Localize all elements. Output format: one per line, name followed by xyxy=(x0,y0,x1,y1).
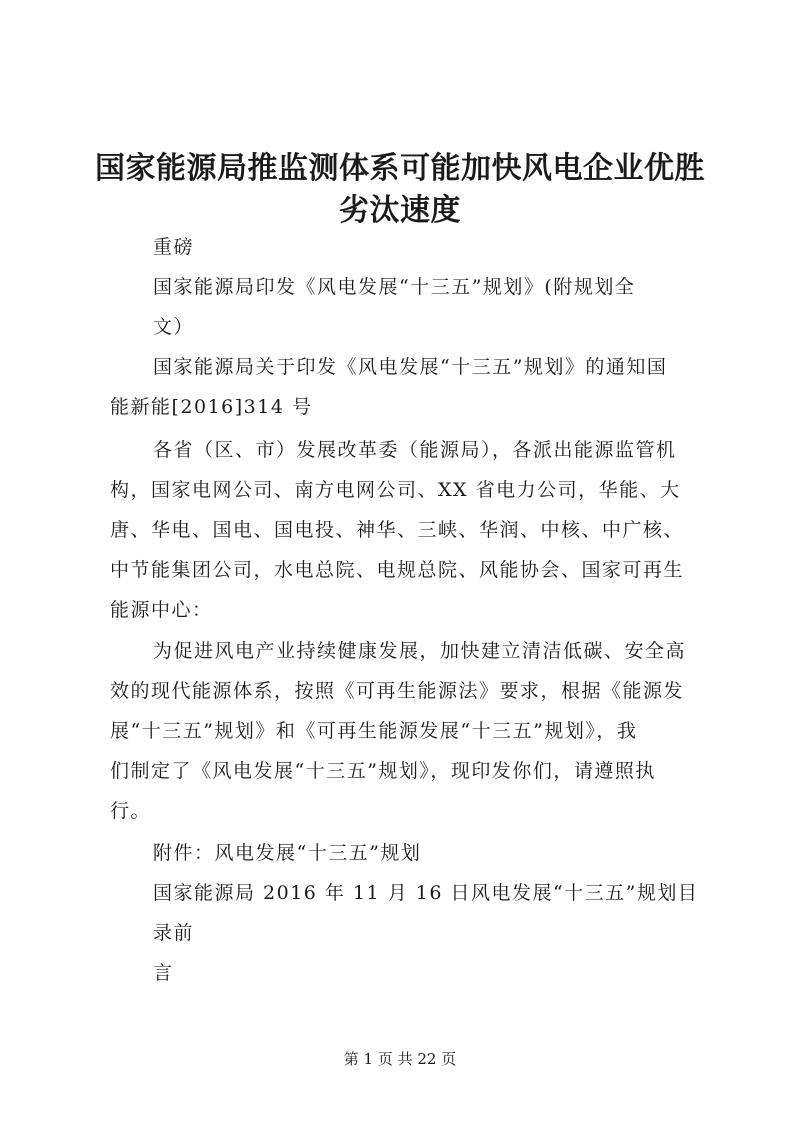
body-line: 能源中心： xyxy=(110,599,213,621)
document-title xyxy=(95,148,705,232)
body-line: 国家能源局印发《风电发展“十三五”规划》(附规划全 xyxy=(153,276,636,298)
body-line: 为促进风电产业持续健康发展，加快建立清洁低碳、安全高 xyxy=(153,640,687,662)
body-line: 言 xyxy=(153,962,174,984)
title-line-1: 国家能源局推监测体系可能加快风电企业优胜 xyxy=(95,151,705,186)
body-line: 构，国家电网公司、南方电网公司、XX 省电力公司，华能、大 xyxy=(110,479,681,501)
body-line: 国家能源局 2016 年 11 月 16 日风电发展“十三五”规划目 xyxy=(153,882,699,904)
body-line: 重磅 xyxy=(153,236,195,258)
body-line: 录前 xyxy=(153,922,195,944)
body-line: 效的现代能源体系，按照《可再生能源法》要求，根据《能源发 xyxy=(110,680,685,702)
body-line: 中节能集团公司，水电总院、电规总院、风能协会、国家可再生 xyxy=(110,559,685,581)
body-line: 附件：风电发展“十三五”规划 xyxy=(153,842,422,864)
body-line: 们制定了《风电发展“十三五”规划》，现印发你们，请遵照执 xyxy=(110,760,656,782)
body-line: 唐、华电、国电、国电投、神华、三峡、华润、中核、中广核、 xyxy=(110,519,685,541)
page-number-footer: 第 1 页 共 22 页 xyxy=(343,1050,457,1068)
body-line: 文） xyxy=(153,316,195,338)
title-line-2: 劣汰速度 xyxy=(339,193,461,228)
body-line: 能新能[2016]314 号 xyxy=(110,396,313,418)
body-line: 展“十三五”规划》和《可再生能源发展“十三五”规划》，我 xyxy=(110,720,638,742)
body-line: 行。 xyxy=(110,800,152,822)
body-line: 各省（区、市）发展改革委（能源局），各派出能源监管机 xyxy=(153,439,677,461)
body-line: 国家能源局关于印发《风电发展“十三五”规划》的通知国 xyxy=(153,356,668,378)
